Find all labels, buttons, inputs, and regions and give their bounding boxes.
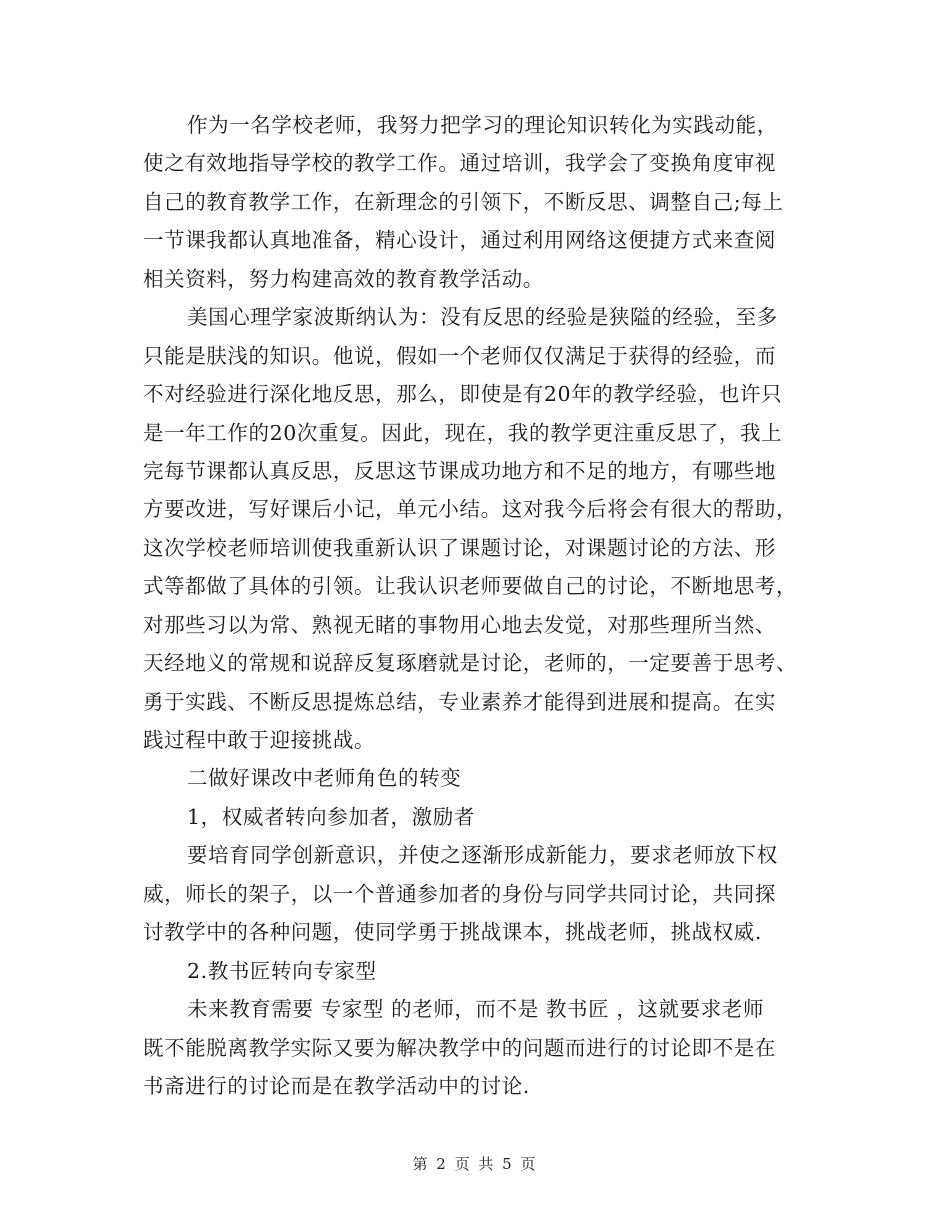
text-line: 既不能脱离教学实际又要为解决教学中的问题而进行的讨论即不是在: [143, 1035, 776, 1060]
text-line: 二做好课改中老师角色的转变: [187, 766, 462, 791]
text-line: 未来教育需要 专家型 的老师，而不是 教书匠 ，这就要求老师: [187, 997, 765, 1022]
text-line: 相关资料，努力构建高效的教育教学活动。: [143, 266, 544, 291]
text-line: 践过程中敢于迎接挑战。: [143, 728, 376, 752]
text-line: 式等都做了具体的引领。让我认识老师要做自己的讨论，不断地思考，: [143, 574, 798, 599]
text-line: 天经地义的常规和说辞反复琢磨就是讨论，老师的，一定要善于思考、: [143, 651, 798, 676]
text-line: 书斋进行的讨论而是在教学活动中的讨论.: [143, 1073, 530, 1098]
text-line: 对那些习以为常、熟视无睹的事物用心地去发觉，对那些理所当然、: [143, 612, 776, 637]
text-line: 这次学校老师培训使我重新认识了课题讨论，对课题讨论的方法、形: [143, 535, 776, 560]
text-line: 要培育同学创新意识，并使之逐渐形成新能力，要求老师放下权: [187, 843, 778, 868]
text-line: 方要改进，写好课后小记，单元小结。这对我今后将会有很大的帮助，: [143, 497, 798, 522]
text-line: 一节课我都认真地准备，精心设计，通过利用网络这便捷方式来查阅: [143, 228, 776, 253]
document-body: [143, 106, 807, 1105]
text-line: 2.教书匠转向专家型: [187, 958, 377, 983]
text-line: 作为一名学校老师，我努力把学习的理论知识转化为实践动能，: [187, 113, 778, 137]
text-line: 自己的教育教学工作，在新理念的引领下，不断反思、调整自己;每上: [143, 189, 784, 214]
text-line: 美国心理学家波斯纳认为：没有反思的经验是狭隘的经验，至多: [187, 305, 778, 330]
page-number-footer: 第 2 页 共 5 页: [412, 1155, 538, 1173]
text-line: 不对经验进行深化地反思，那么，即使是有20年的教学经验，也许只: [143, 382, 783, 407]
text-line: 勇于实践、不断反思提炼总结，专业素养才能得到进展和提高。在实: [143, 689, 776, 714]
text-line: 完每节课都认真反思，反思这节课成功地方和不足的地方，有哪些地: [143, 458, 776, 483]
text-line: 威，师长的架子，以一个普通参加者的身份与同学共同讨论，共同探: [143, 881, 776, 906]
text-line: 只能是肤浅的知识。他说，假如一个老师仅仅满足于获得的经验，而: [143, 343, 776, 368]
text-line: 1，权威者转向参加者，激励者: [187, 804, 475, 829]
text-line: 是一年工作的20次重复。因此，现在，我的教学更注重反思了，我上: [143, 420, 783, 445]
text-line: 讨教学中的各种问题，使同学勇于挑战课本，挑战老师，挑战权威.: [143, 920, 763, 945]
text-line: 使之有效地指导学校的教学工作。通过培训，我学会了变换角度审视: [143, 151, 776, 176]
